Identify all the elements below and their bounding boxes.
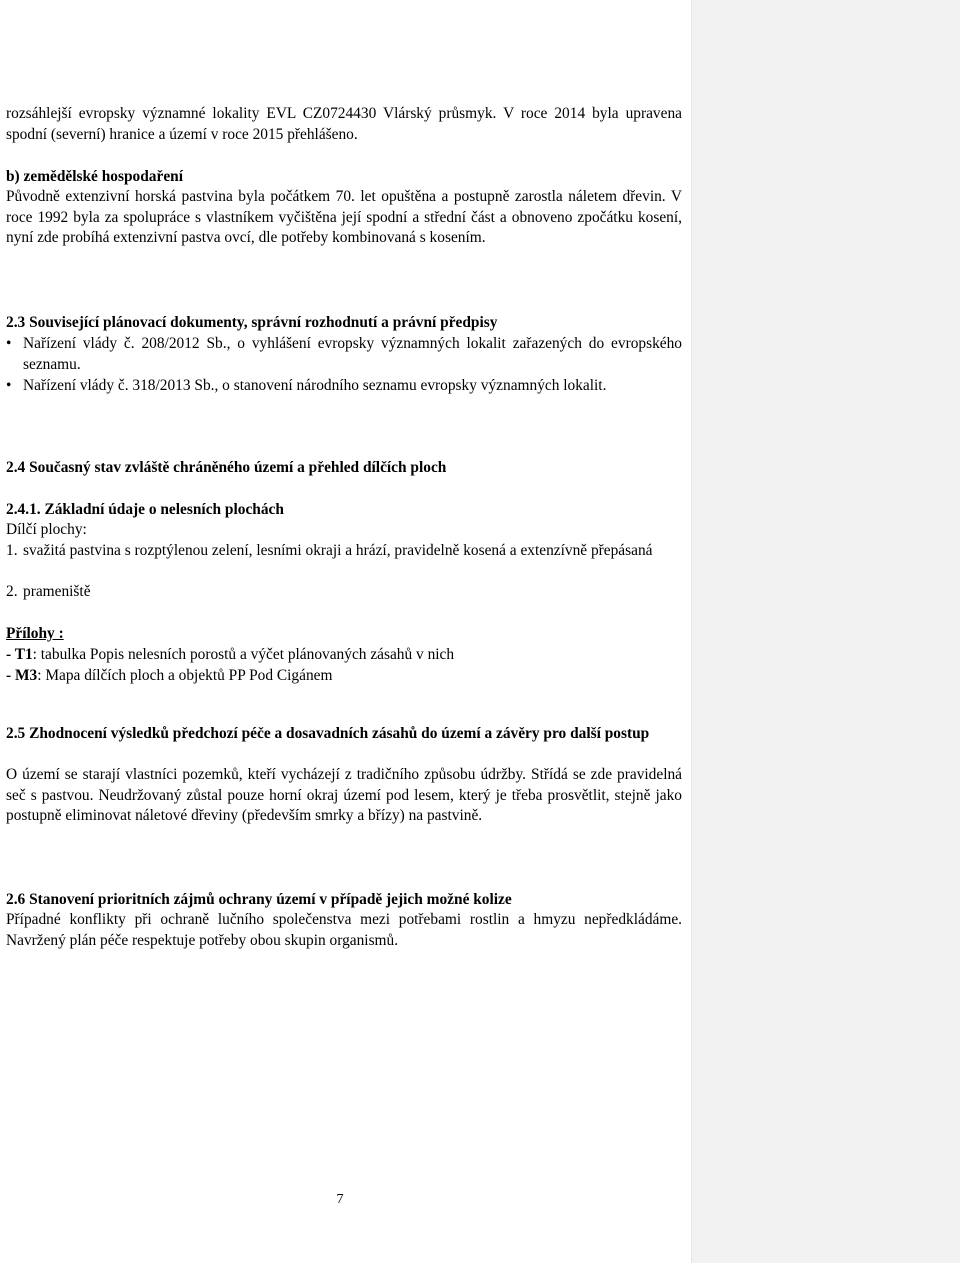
- heading-section-2-6: 2.6 Stanovení prioritních zájmů ochrany území v případě jejich možné kolize: [6, 891, 512, 908]
- list-item-text: Nařízení vlády č. 208/2012 Sb., o vyhlášení evropsky významných lokalit zařazených do evropského seznamu.: [23, 335, 682, 373]
- paragraph-intro: rozsáhlejší evropsky významné lokality EVL CZ0724430 Vlárský průsmyk. V roce 2014 byla upravena spodní (severní) hranice a území v roce 2015 přehlášeno.: [6, 105, 682, 143]
- comment-margin-pane: [691, 0, 960, 1263]
- heading-section-2-5: 2.5 Zhodnocení výsledků předchozí péče a dosavadních zásahů do území a závěry pro další postup: [6, 725, 650, 742]
- attachment-code: - T1: [6, 646, 33, 663]
- attachment-text: : Mapa dílčích ploch a objektů PP Pod Cigánem: [37, 667, 333, 684]
- attachment-t1: [6, 645, 682, 666]
- list-item-text: prameniště: [23, 583, 91, 600]
- attachment-m3: [6, 666, 682, 687]
- attachment-text: : tabulka Popis nelesních porostů a výčet plánovaných zásahů v nich: [32, 646, 455, 663]
- page-number: 7: [336, 1192, 344, 1207]
- list-item-regulation-2: [6, 376, 682, 397]
- list-number: 1.: [6, 542, 18, 559]
- list-item-regulation-1: [6, 334, 682, 375]
- paragraph-section-2-5: O území se starají vlastníci pozemků, kteří vycházejí z tradičního způsobu údržby. Střídá se zde pravidelná seč s pastvou. Neudržovaný zůstal pouze horní okraj území pod lesem, který je třeba prosvětlit, stejně jako postupně eliminovat náletové dřeviny (především smrky a břízy) na pastvině.: [6, 766, 682, 825]
- heading-section-2-4: 2.4 Současný stav zvláště chráněného území a přehled dílčích ploch: [6, 459, 447, 476]
- list-item-ploch-1: [6, 541, 682, 562]
- subheading-plochy: Dílčí plochy:: [6, 521, 87, 538]
- paragraph-agriculture: Původně extenzivní horská pastvina byla počátkem 70. let opuštěna a postupně zarostla náletem dřevin. V roce 1992 byla za spolupráce s vlastníkem vyčištěna její spodní a střední část a obnoveno zpočátku kosení, nyní zde probíhá extenzivní pastva ovcí, dle potřeby kombinovaná s kosením.: [6, 188, 682, 247]
- heading-section-2-3: 2.3 Související plánovací dokumenty, správní rozhodnutí a právní předpisy: [6, 314, 498, 331]
- heading-agriculture: b) zemědělské hospodaření: [6, 168, 183, 185]
- bullet-icon: •: [6, 335, 12, 352]
- list-item-text: svažitá pastvina s rozptýlenou zelení, lesními okraji a hrází, pravidelně kosená a extenzívně přepásaná: [23, 542, 653, 559]
- list-item-text: Nařízení vlády č. 318/2013 Sb., o stanovení národního seznamu evropsky významných lokalit.: [23, 377, 607, 394]
- list-item-ploch-2: [6, 582, 682, 603]
- heading-prilohy: Přílohy :: [6, 625, 64, 642]
- bullet-icon: •: [6, 377, 12, 394]
- heading-section-2-4-1: 2.4.1. Základní údaje o nelesních plochách: [6, 501, 284, 518]
- attachment-code: - M3: [6, 667, 38, 684]
- list-number: 2.: [6, 583, 18, 600]
- paragraph-section-2-6: Případné konflikty při ochraně lučního společenstva mezi potřebami rostlin a hmyzu nepředkládáme. Navržený plán péče respektuje potřeby obou skupin organismů.: [6, 911, 682, 949]
